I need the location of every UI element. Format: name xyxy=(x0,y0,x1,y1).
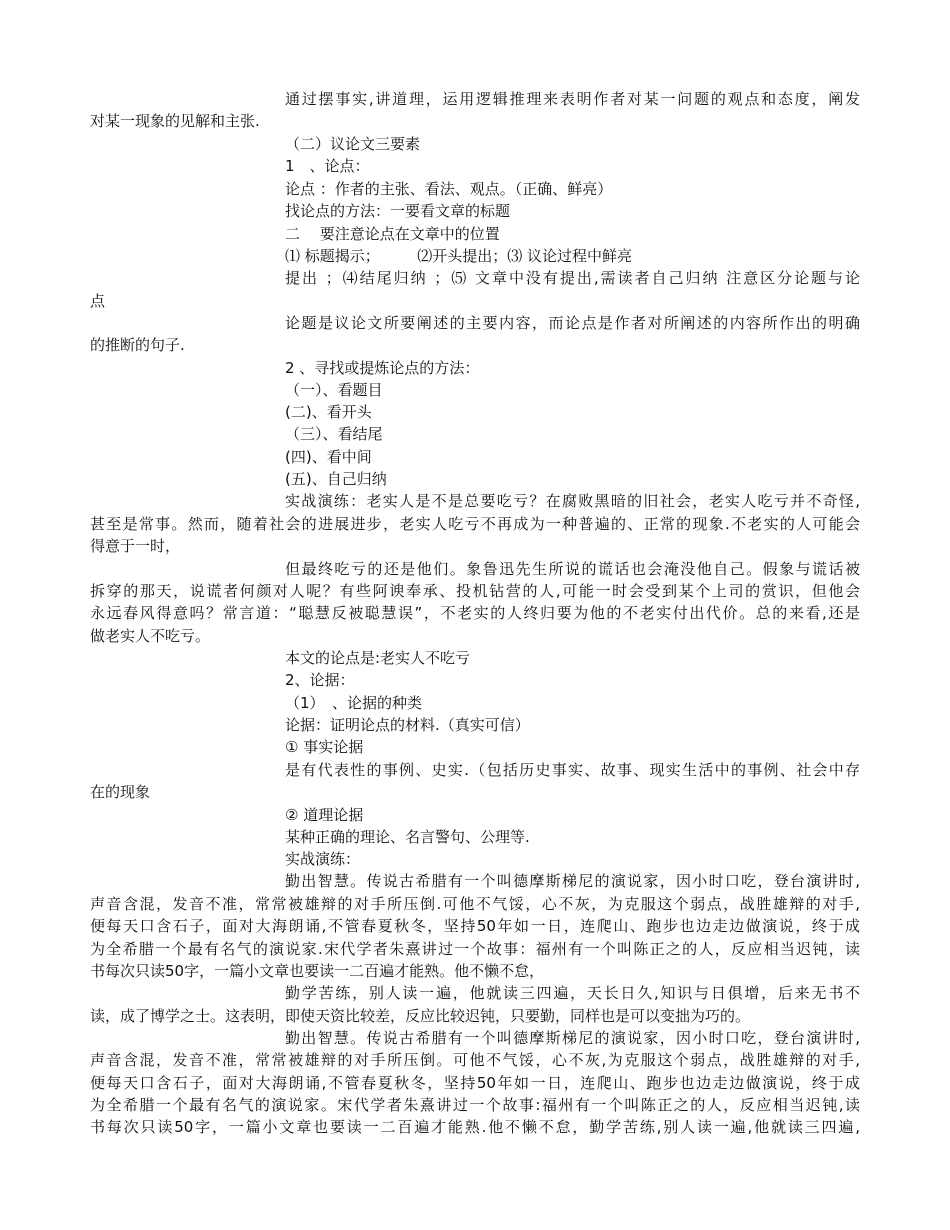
text-line: 二 要注意论点在文章中的位置 xyxy=(285,225,500,243)
text-line: 勤出智慧。传说古希腊有一个叫德摩斯梯尼的演说家，因小时口吃，登台演讲时, xyxy=(285,872,860,890)
list-item: ② 道理论据 xyxy=(285,806,364,824)
text-line: 得意于一时， xyxy=(90,537,181,555)
text-line: 做老实人不吃亏。 xyxy=(90,627,211,645)
text-line: 勤出智慧。传说古希腊有一个叫德摩斯梯尼的演说家，因小时口吃，登台演讲时, xyxy=(285,1029,860,1047)
text-line: 论点 ：作者的主张、看法、观点。（正确、鲜亮） xyxy=(285,180,613,198)
text-line: 通过摆事实,讲道理，运用逻辑推理来表明作者对某一问题的观点和态度，阐发 xyxy=(285,90,860,108)
text-line: 的推断的句子. xyxy=(90,336,185,354)
text-line: 找论点的方法：一要看文章的标题 xyxy=(285,202,511,220)
text-line: （1） 、论据的种类 xyxy=(285,694,423,712)
text-line: 为全希腊一个最有名气的演说家.宋代学者朱熹讲过一个故事：福州有一个叫陈正之的人，反应相当迟钝，读 xyxy=(90,940,860,958)
text-line: 某种正确的理论、名言警句、公理等. xyxy=(285,828,530,846)
text-line: 声音含混，发音不准，常常被雄辩的对手所压倒。可他不气馁，心不灰,为克服这个弱点，战胜雄辩的对手, xyxy=(90,1051,860,1069)
text-line: 读，成了博学之士。这表明，即使天资比较差，反应比较迟钝，只要勤，同样也是可以变拙为巧的。 xyxy=(90,1007,751,1025)
text-line: 书每次只读50字，一篇小文章也要读一二百遍才能熟.他不懒不怠，勤学苦练,别人读一遍,他就读三四遍, xyxy=(90,1118,860,1136)
list-item: (四)、看中间 xyxy=(285,448,372,466)
text-line: 对某一现象的见解和主张. xyxy=(90,112,260,130)
text-line: 便每天口含石子，面对大海朗诵,不管春夏秋冬，坚持50年如一日，连爬山、跑步也边走边做演说，终于成 xyxy=(90,1074,860,1092)
subsection-heading: 2 、寻找或提炼论点的方法： xyxy=(285,359,480,377)
text-line: 提出 ；⑷结尾归纳 ；⑸ 文章中没有提出,需读者自己归纳 注意区分论题与论 xyxy=(285,269,860,287)
text-line: 书每次只读50字，一篇小文章也要读一二百遍才能熟。他不懒不怠， xyxy=(90,962,545,980)
text-line: 本文的论点是:老实人不吃亏 xyxy=(285,649,471,667)
text-line: 是有代表性的事例、史实.（包括历史事实、故事、现实生活中的事例、社会中存 xyxy=(285,761,860,779)
list-item: （一）、看题目 xyxy=(285,381,383,399)
text-line: 实战演练：老实人是不是总要吃亏？在腐败黑暗的旧社会，老实人吃亏并不奇怪, xyxy=(285,492,860,510)
list-item: ① 事实论据 xyxy=(285,738,364,756)
text-line: 论据：证明论点的材料.（真实可信） xyxy=(285,716,530,734)
text-line: 点 xyxy=(90,292,106,310)
text-line: 声音含混，发音不准，常常被雄辩的对手所压倒.可他不气馁，心不灰，为克服这个弱点，战胜雄辩的对手, xyxy=(90,895,860,913)
subsection-heading: 2、论据： xyxy=(285,671,355,689)
text-line: 但最终吃亏的还是他们。象鲁迅先生所说的谎话也会淹没他自己。假象与谎话被 xyxy=(285,560,860,578)
text-line: 在的现象 xyxy=(90,783,151,801)
text-line: 为全希腊一个最有名气的演说家。宋代学者朱熹讲过一个故事:福州有一个叫陈正之的人，反应相当迟钝,读 xyxy=(90,1096,860,1114)
text-line: ⑴ 标题揭示； ⑵开头提出；⑶ 议论过程中鲜亮 xyxy=(285,247,633,265)
text-line: 永远春风得意吗？常言道：“聪慧反被聪慧误”，不老实的人终归要为他的不老实付出代价。总的来看,还是 xyxy=(90,604,860,622)
list-item: (二)、看开头 xyxy=(285,403,372,421)
subsection-heading: 1 、论点： xyxy=(285,157,370,175)
text-line: 便每天口含石子，面对大海朗诵,不管春夏秋冬，坚持50年如一日，连爬山、跑步也边走边做演说，终于成 xyxy=(90,917,860,935)
text-line: 拆穿的那天，说谎者何颜对人呢？有些阿谀奉承、投机钻营的人,可能一时会受到某个上司的赏识，但他会 xyxy=(90,582,860,600)
list-item: （三）、看结尾 xyxy=(285,425,383,443)
text-line: 实战演练： xyxy=(285,850,361,868)
text-line: 勤学苦练，别人读一遍，他就读三四遍，天长日久,知识与日俱增，后来无书不 xyxy=(285,984,860,1002)
list-item: (五)、自己归纳 xyxy=(285,470,387,488)
text-line: 论题是议论文所要阐述的主要内容，而论点是作者对所阐述的内容所作出的明确 xyxy=(285,314,860,332)
text-line: 甚至是常事。然而，随着社会的进展进步，老实人吃亏不再成为一种普遍的、正常的现象.不老实的人可能会 xyxy=(90,515,860,533)
section-heading: （二）议论文三要素 xyxy=(285,135,421,153)
